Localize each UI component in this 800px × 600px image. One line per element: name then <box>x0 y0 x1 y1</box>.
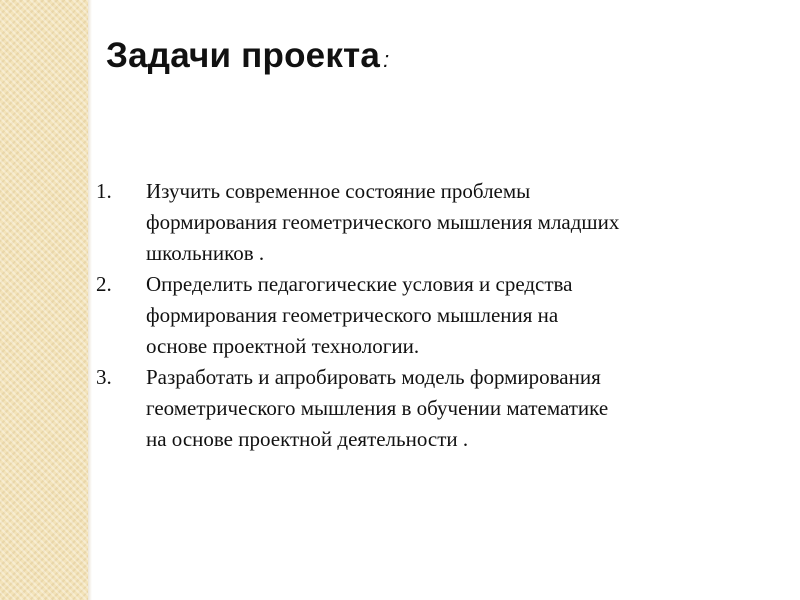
task-number: 2. <box>96 272 112 296</box>
task-number: 3. <box>96 365 112 389</box>
side-band-edge <box>88 0 92 600</box>
slide-title-text: Задачи проекта <box>106 36 381 75</box>
task-list <box>96 176 786 455</box>
task-text: Определить педагогические условия и средства формирования геометрического мышления на основе проектной технологии. <box>146 272 573 358</box>
task-item-2 <box>96 269 786 362</box>
task-number: 1. <box>96 179 112 203</box>
decorative-side-band <box>0 0 88 600</box>
task-item-3 <box>96 362 786 455</box>
task-text: Изучить современное состояние проблемы формирования геометрического мышления младших школьников . <box>146 179 620 265</box>
task-text: Разработать и апробировать модель формирования геометрического мышления в обучении математике на основе проектной деятельности . <box>146 365 609 451</box>
slide-title-colon: : <box>383 47 390 72</box>
slide-title <box>106 36 389 76</box>
task-item-1 <box>96 176 786 269</box>
